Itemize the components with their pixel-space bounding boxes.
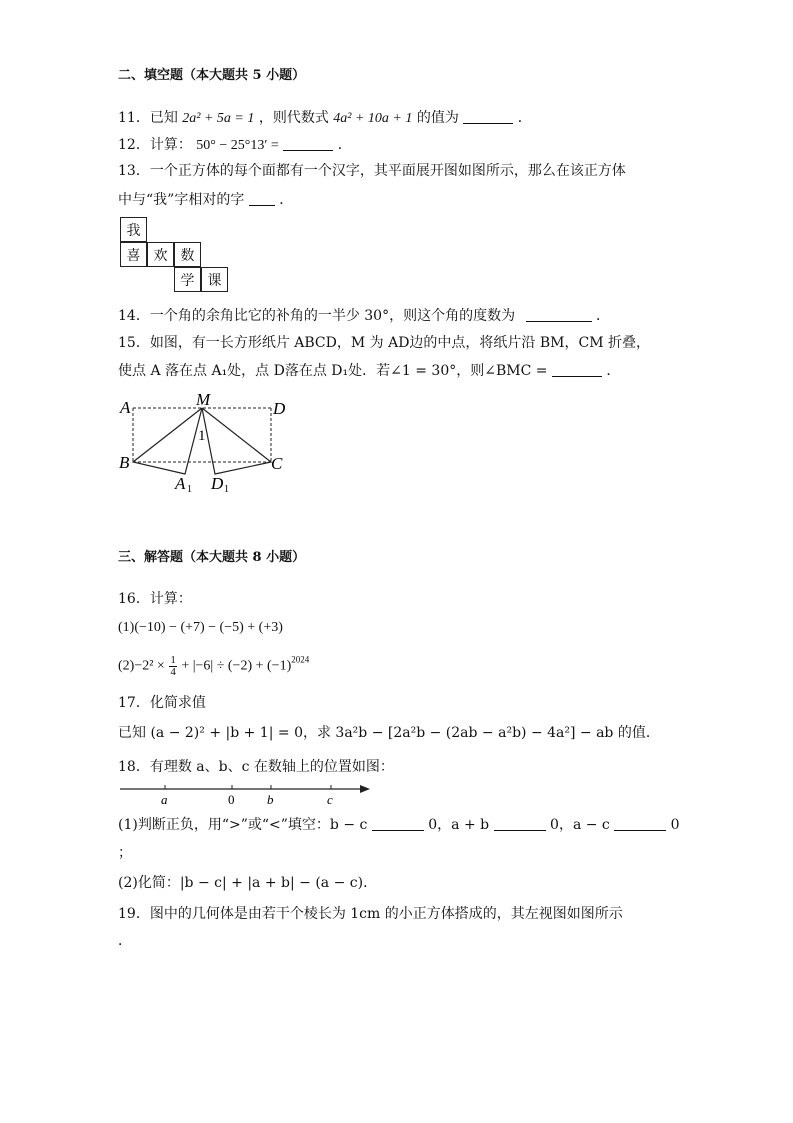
axis-label-a: a [161, 792, 168, 807]
q13-text: 中与“我”字相对的字 [118, 192, 245, 208]
question-14 [118, 306, 610, 326]
label-d: D [273, 399, 286, 418]
q12-expression: 50° − 25°13′ = [196, 138, 279, 153]
label-a: A [120, 398, 131, 417]
label-a1-sub: 1 [187, 484, 192, 495]
q16-p2-a: (2)−2² × [118, 658, 165, 674]
label-d1-sub: 1 [224, 484, 229, 495]
question-17-body: 已知 (a − 2)² + |b + 1| = 0，求 3a²b − [2a²b − (2ab − a²b) − 4a²] − ab 的值． [118, 725, 660, 741]
section-title-fill-blank: 二、填空题（本大题共 5 小题） [118, 68, 306, 83]
question-13-line2 [118, 190, 293, 210]
number-line-figure [118, 780, 378, 810]
q18-p1-a: (1)判断正负，用“>”或“<”填空：b − c [118, 817, 368, 833]
q15-text: 使点 A 落在点 A₁处，点 D落在点 D₁处．若∠1 = 30°，则∠BMC = [118, 363, 548, 379]
label-m: M [196, 392, 211, 409]
answer-blank[interactable] [614, 816, 666, 831]
answer-blank[interactable] [494, 816, 546, 831]
question-19-line2: ． [118, 933, 132, 949]
net-cell: 欢 [147, 242, 174, 267]
label-d1: D [211, 474, 224, 493]
axis-label-b: b [267, 792, 274, 807]
question-16-part2 [118, 655, 309, 678]
question-18-part2: (2)化简：|b − c| + |a + b| − (a − c)． [118, 875, 378, 891]
q11-equation: 2a² + 5a = 1 [182, 111, 255, 126]
question-15-line2 [118, 361, 620, 381]
question-16-part1: (1)(−10) − (+7) − (−5) + (+3) [118, 620, 283, 635]
answer-blank[interactable] [283, 136, 333, 151]
q12-end: ． [337, 137, 352, 153]
answer-blank[interactable] [249, 191, 275, 206]
net-cell: 数 [174, 242, 201, 267]
label-angle-1: 1 [198, 428, 206, 444]
fraction-numerator: 1 [170, 654, 176, 666]
question-12 [118, 135, 352, 156]
q14-text: 14．一个角的余角比它的补角的一半少 30°，则这个角的度数为 [118, 308, 516, 324]
q18-p1-d: 0 [670, 817, 680, 833]
answer-blank[interactable] [372, 816, 424, 831]
fraction-denominator: 4 [170, 666, 176, 678]
question-18-title: 18．有理数 a、b、c 在数轴上的位置如图： [118, 759, 394, 775]
axis-label-c: c [327, 792, 333, 807]
q18-p1-c: 0，a − c [550, 817, 610, 833]
answer-blank[interactable] [526, 307, 592, 322]
q14-end: ． [595, 308, 610, 324]
question-18-semicolon: ； [118, 845, 132, 861]
label-a1: A [175, 474, 186, 493]
q11-suffix: 的值为 [416, 110, 459, 126]
net-cell: 课 [201, 267, 228, 292]
section-title-solve: 三、解答题（本大题共 8 小题） [118, 550, 306, 565]
q16-exponent: 2024 [291, 654, 310, 665]
q11-prefix: 11．已知 [118, 110, 178, 126]
net-cell: 学 [174, 267, 201, 292]
q13-end: ． [279, 192, 294, 208]
q11-expression: 4a² + 10a + 1 [333, 111, 413, 126]
label-c: C [271, 454, 283, 473]
question-15-line1: 15．如图，有一长方形纸片 ABCD，M 为 AD边的中点，将纸片沿 BM，CM 折叠， [118, 335, 650, 351]
q18-p1-b: 0，a + b [428, 817, 490, 833]
fraction-one-quarter [169, 655, 177, 678]
q16-p2-b: + |−6| ÷ (−2) + (−1) [181, 658, 292, 674]
question-13-line1: 13．一个正方体的每个面都有一个汉字，其平面展开图如图所示，那么在该正方体 [118, 163, 626, 179]
net-cell: 我 [120, 217, 147, 242]
axis-label-zero: 0 [228, 792, 235, 807]
folded-rectangle-figure [115, 392, 300, 497]
net-cell: 喜 [120, 242, 147, 267]
question-17-title: 17．化简求值 [118, 695, 206, 711]
q12-prefix: 12．计算： [118, 137, 192, 153]
q11-end: ． [517, 110, 532, 126]
q11-mid: ，则代数式 [258, 110, 329, 126]
question-16-title: 16．计算： [118, 591, 192, 607]
label-b: B [119, 453, 130, 472]
question-11 [118, 108, 532, 129]
question-18-part1 [118, 815, 680, 835]
answer-blank[interactable] [463, 109, 513, 124]
question-19-line1: 19．图中的几何体是由若干个棱长为 1cm 的小正方体搭成的，其左视图如图所示 [118, 906, 623, 922]
q15-end: ． [606, 363, 621, 379]
answer-blank[interactable] [552, 362, 602, 377]
